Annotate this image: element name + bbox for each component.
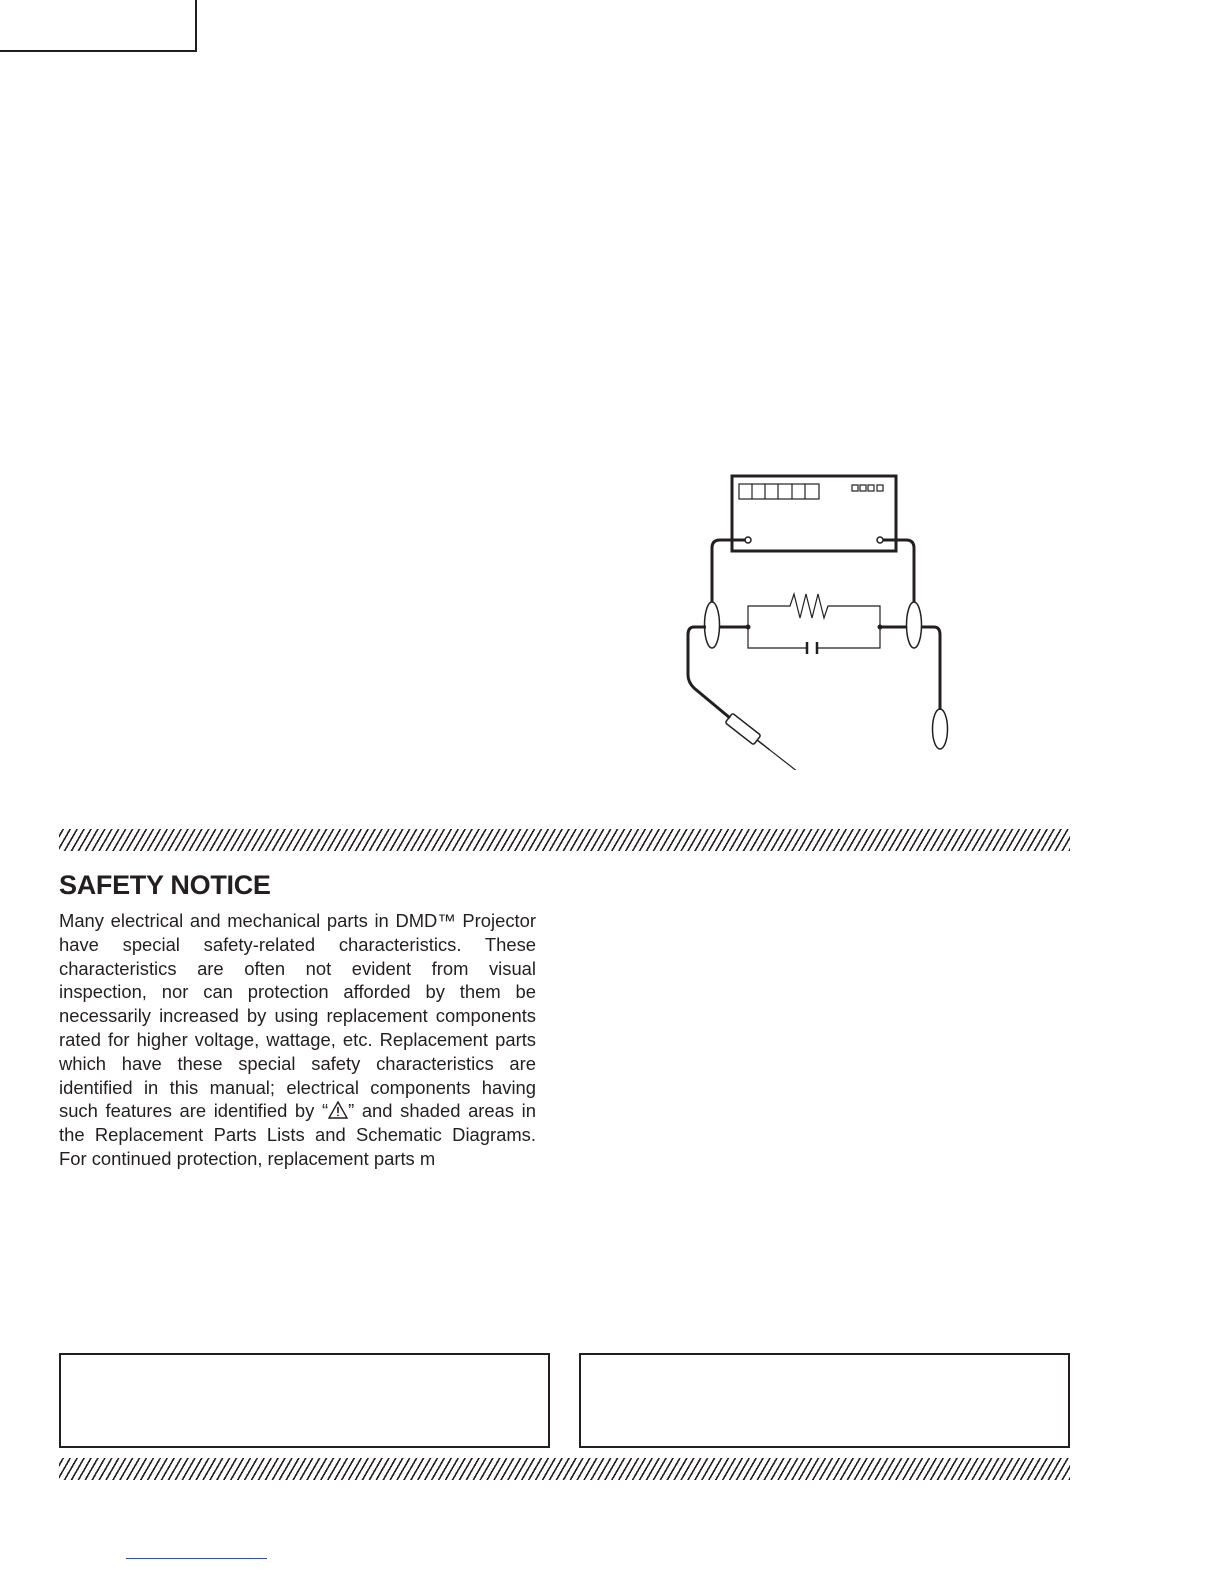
ground-clip (933, 709, 948, 749)
meter-terminal-right (877, 537, 883, 543)
note-box-right (579, 1353, 1070, 1448)
safety-notice-body (59, 909, 536, 1171)
ground-lead (922, 627, 940, 710)
clip-left (705, 602, 720, 648)
lead-right (883, 540, 914, 602)
clip-right (907, 602, 922, 648)
safety-notice-title: SAFETY NOTICE (59, 870, 271, 900)
hatched-divider-top (59, 829, 1070, 851)
meter-display (739, 484, 819, 499)
capacitor (748, 627, 880, 654)
lead-left (712, 540, 745, 602)
probe (725, 713, 804, 770)
warning-triangle-icon (328, 1101, 348, 1119)
resistor (748, 594, 880, 627)
safety-notice-text-part2: ” and shaded areas in the Replacement Parts Lists and Schematic Diagrams. For continued protection, replacement parts m (59, 1100, 536, 1169)
safety-notice-text-part1: Many electrical and mechanical parts in DMD™ Projector have special safety-related characteristics. These characteristics are often not evident from visual inspection, nor can protection afforded by them be necessarily increased by using replacement components rated for higher voltage, wattage, etc. Replacement parts which have these special safety characteristics are identified in this manual; electrical components having such features are identified by “ (59, 910, 536, 1122)
leakage-test-circuit-diagram (680, 470, 980, 770)
hatched-divider-bottom (59, 1458, 1070, 1480)
corner-frame (0, 0, 197, 52)
meter-terminal-left (745, 537, 751, 543)
link-underline[interactable] (126, 1558, 267, 1559)
note-box-left (59, 1353, 550, 1448)
probe-lead (688, 627, 730, 718)
meter-indicators (852, 485, 883, 491)
meter-box (732, 476, 896, 551)
